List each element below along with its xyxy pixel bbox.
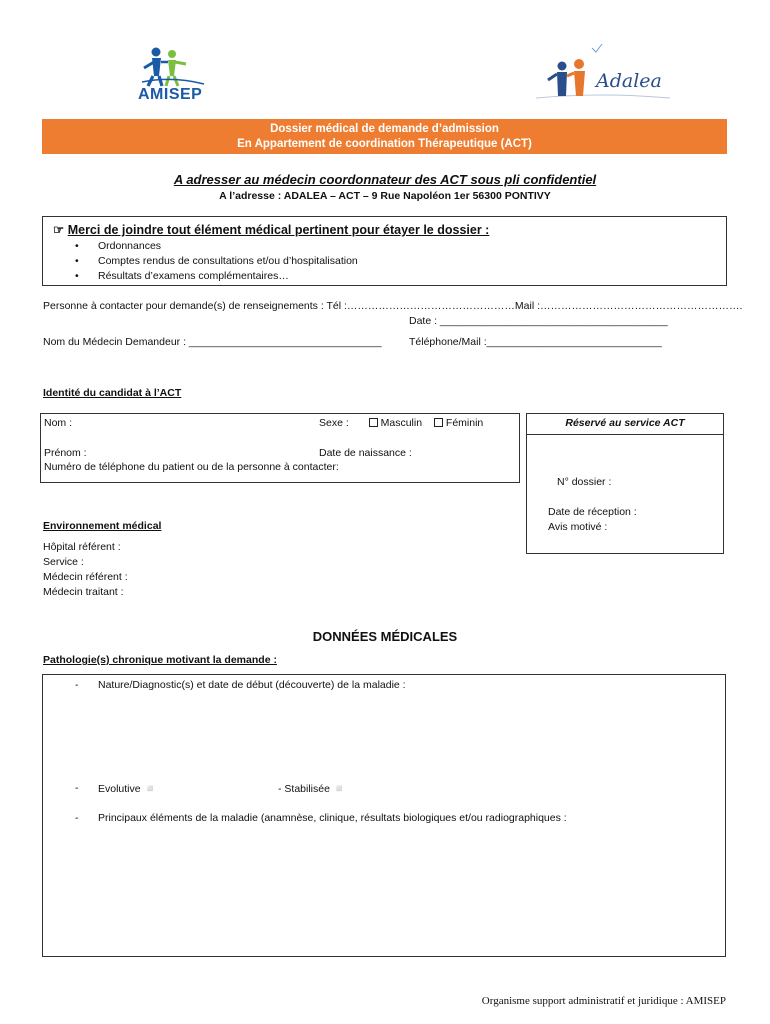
act-reserved-box bbox=[526, 413, 724, 554]
date-field[interactable]: Date : _______________________________________ bbox=[409, 315, 668, 327]
pointing-hand-icon: ☞ bbox=[53, 223, 65, 237]
banner-line-1: Dossier médical de demande d’admission bbox=[270, 123, 499, 135]
patient-phone-field[interactable]: Numéro de téléphone du patient ou de la personne à contacter: bbox=[44, 461, 339, 473]
footer-note: Organisme support administratif et juridique : AMISEP bbox=[481, 995, 726, 1007]
contact-person-field[interactable]: Personne à contacter pour demande(s) de renseignements : Tél :…………………………………………Mail :…………………………………………………. bbox=[43, 300, 743, 312]
medecin-traitant-field[interactable]: Médecin traitant : bbox=[43, 586, 124, 598]
list-item: • Comptes rendus de consultations et/ou d’hospitalisation bbox=[75, 254, 358, 269]
masculin-label: Masculin bbox=[380, 417, 423, 429]
birth-date-field[interactable]: Date de naissance : bbox=[319, 447, 412, 459]
dash-bullet: - bbox=[75, 679, 79, 691]
environment-section-title: Environnement médical bbox=[43, 520, 162, 532]
attachments-list bbox=[75, 239, 358, 284]
service-field[interactable]: Service : bbox=[43, 556, 84, 568]
identity-section-title: Identité du candidat à l’ACT bbox=[43, 387, 182, 399]
identity-box bbox=[40, 413, 520, 483]
doctor-phone-mail-field[interactable]: Téléphone/Mail :______________________________ bbox=[409, 336, 662, 348]
adalea-wordmark: Adalea bbox=[596, 70, 662, 92]
stabilisee-checkbox[interactable]: - Stabilisée ◽ bbox=[278, 783, 346, 795]
principal-elements-field[interactable]: Principaux éléments de la maladie (anamnèse, clinique, résultats biologiques et/ou radiographiques : bbox=[98, 812, 567, 824]
attachments-title bbox=[53, 222, 489, 237]
requesting-doctor-field[interactable]: Nom du Médecin Demandeur : _________________________________ bbox=[43, 336, 382, 348]
list-item: • Ordonnances bbox=[75, 239, 358, 254]
avis-field[interactable]: Avis motivé : bbox=[548, 521, 608, 533]
nature-diagnostic-field[interactable]: Nature/Diagnostic(s) et date de début (découverte) de la maladie : bbox=[98, 679, 406, 691]
postal-address: A l’adresse : ADALEA – ACT – 9 Rue Napoléon 1er 56300 PONTIVY bbox=[219, 190, 551, 202]
nom-field[interactable]: Nom : bbox=[44, 417, 73, 429]
reception-date-field[interactable]: Date de réception : bbox=[548, 506, 637, 518]
feminin-label: Féminin bbox=[445, 417, 484, 429]
dash-bullet: - bbox=[75, 812, 79, 824]
send-instructions: A adresser au médecin coordonnateur des ACT sous pli confidentiel bbox=[173, 172, 597, 187]
masculin-checkbox[interactable] bbox=[369, 418, 378, 427]
medecin-referent-field[interactable]: Médecin référent : bbox=[43, 571, 128, 583]
act-reserved-title: Réservé au service ACT bbox=[565, 417, 685, 429]
list-item: • Résultats d’examens complémentaires… bbox=[75, 269, 358, 284]
medical-data-title: DONNÉES MÉDICALES bbox=[312, 629, 458, 644]
sexe-label-text: Sexe : bbox=[319, 417, 349, 429]
adalea-logo bbox=[522, 40, 682, 104]
prenom-field[interactable]: Prénom : bbox=[44, 447, 87, 459]
title-banner bbox=[42, 119, 727, 154]
hopital-field[interactable]: Hôpital référent : bbox=[43, 541, 121, 553]
amisep-logo bbox=[128, 44, 238, 106]
sexe-label bbox=[319, 417, 483, 429]
pathology-section-title: Pathologie(s) chronique motivant la demande : bbox=[43, 654, 277, 666]
amisep-wordmark: AMISEP bbox=[138, 86, 203, 103]
feminin-checkbox[interactable] bbox=[434, 418, 443, 427]
attachments-title-text: Merci de joindre tout élément médical pertinent pour étayer le dossier : bbox=[67, 223, 490, 237]
evolutive-checkbox[interactable]: Evolutive ◽ bbox=[98, 783, 157, 795]
pathology-box bbox=[42, 674, 726, 957]
divider bbox=[527, 434, 723, 435]
banner-line-2: En Appartement de coordination Thérapeutique (ACT) bbox=[237, 138, 532, 150]
dossier-number-field[interactable]: N° dossier : bbox=[557, 476, 612, 488]
attachments-box bbox=[42, 216, 727, 286]
dash-bullet: - bbox=[75, 782, 79, 794]
